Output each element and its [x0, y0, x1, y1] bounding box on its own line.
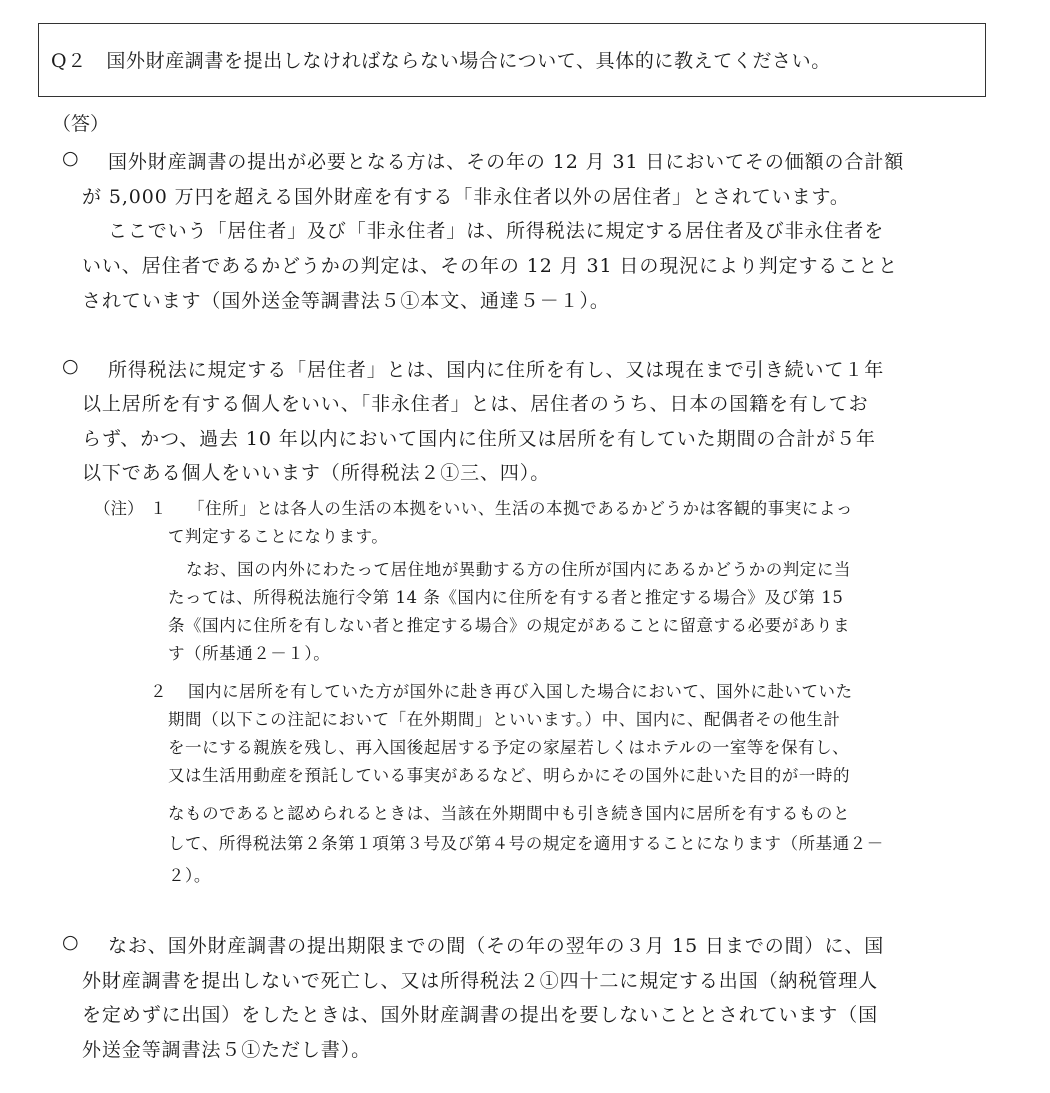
p1-line-2: が 5,000 万円を超える国外財産を有する「非永住者以外の居住者」とされています。 — [82, 186, 850, 208]
note-1-line-2: て判定することになります。 — [168, 527, 389, 546]
question-heading — [51, 46, 831, 73]
note-1-line-3: なお、国の内外にわたって居住地が異動する方の住所が国内にあるかどうかの判定に当 — [186, 560, 851, 579]
question-label: Q２ — [51, 50, 87, 72]
note-2-line-7: ２）。 — [168, 866, 211, 885]
p3-line-1: なお、国外財産調書の提出期限までの間（その年の翌年の３月 15 日までの間）に、国 — [108, 935, 885, 957]
p2-line-2: 以上居所を有する個人をいい、「非永住者」とは、居住者のうち、日本の国籍を有してお — [82, 393, 869, 415]
note-2-number: ２ — [150, 682, 168, 701]
question-box — [38, 23, 986, 97]
p1-line-3: ここでいう「居住者」及び「非永住者」は、所得税法に規定する居住者及び非永住者を — [108, 220, 885, 242]
p2-line-3: らず、かつ、過去 10 年以内において国内に住所又は居所を有していた期間の合計が５年 — [82, 428, 876, 450]
p3-line-3: を定めずに出国）をしたときは、国外財産調書の提出を要しないこととされています（国 — [82, 1004, 879, 1026]
question-text: 国外財産調書を提出しなければならない場合について、具体的に教えてください。 — [106, 50, 831, 72]
bullet-1: ○ — [62, 147, 79, 169]
p3-line-2: 外財産調書を提出しないで死亡し、又は所得税法２①四十二に規定する出国（納税管理人 — [82, 970, 879, 992]
p1-line-4: いい、居住者であるかどうかの判定は、その年の 12 月 31 日の現況により判定することと — [82, 255, 899, 277]
note-2-line-3: を一にする親族を残し、再入国後起居する予定の家屋若しくはホテルの一室等を保有し、 — [168, 738, 850, 757]
note-label: （注） — [94, 499, 144, 518]
note-2-line-5: なものであると認められるときは、当該在外期間中も引き続き国内に居所を有するものと — [168, 804, 850, 823]
note-2-line-6: して、所得税法第２条第１項第３号及び第４号の規定を適用することになります（所基通２－ — [168, 834, 884, 853]
note-2-line-4: 又は生活用動産を預託している事実があるなど、明らかにその国外に赴いた目的が一時的 — [168, 766, 850, 785]
p2-line-1: 所得税法に規定する「居住者」とは、国内に住所を有し、又は現在まで引き続いて１年 — [108, 359, 885, 381]
note-1-number: １ — [150, 499, 168, 518]
p1-line-5: されています（国外送金等調書法５①本文、通達５－１）。 — [82, 290, 610, 312]
bullet-2: ○ — [62, 355, 79, 377]
note-1-line-5: 条《国内に住所を有しない者と推定する場合》の規定があることに留意する必要がありま — [168, 616, 850, 635]
answer-label: （答） — [52, 113, 110, 135]
note-1-line-1: 「住所」とは各人の生活の本拠をいい、生活の本拠であるかどうかは客観的事実によっ — [188, 499, 853, 518]
bullet-3: ○ — [62, 931, 79, 953]
note-2-line-2: 期間（以下この注記において「在外期間」といいます。）中、国内に、配偶者その他生計 — [168, 710, 841, 729]
p2-line-4: 以下である個人をいいます（所得税法２①三、四）。 — [82, 462, 551, 484]
note-2-line-1: 国内に居所を有していた方が国外に赴き再び入国した場合において、国外に赴いていた — [188, 682, 853, 701]
note-1-line-4: たっては、所得税法施行令第 14 条《国内に住所を有する者と推定する場合》及び第 15 — [168, 588, 844, 607]
p3-line-4: 外送金等調書法５①ただし書）。 — [82, 1039, 372, 1061]
note-1-line-6: す（所基通２－１）。 — [168, 644, 331, 663]
p1-line-1: 国外財産調書の提出が必要となる方は、その年の 12 月 31 日においてその価額の合計額 — [108, 151, 905, 173]
